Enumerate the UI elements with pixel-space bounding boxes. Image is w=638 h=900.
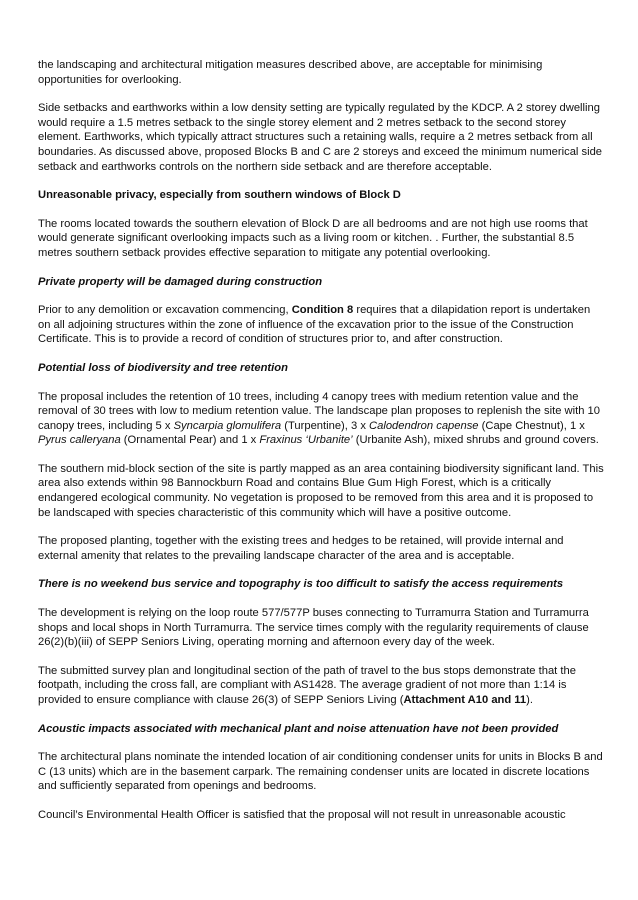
text-run: (Turpentine), 3 x	[281, 419, 370, 432]
document-page	[38, 58, 604, 837]
species-name: Syncarpia glomulifera	[173, 419, 282, 432]
species-name: Pyrus calleryana	[38, 434, 121, 447]
text-run: requires that a dilapidation report is undertaken on all adjoining structures within the zone of influence of the excavation prior to the issue of the Construction Certificate. This is to provide a record of condition of structures prior to, and after construction.	[38, 304, 591, 346]
heading-biodiversity: Potential loss of biodiversity and tree retention	[38, 361, 288, 374]
heading-bus-service: There is no weekend bus service and topography is too difficult to satisfy the access requirements	[38, 578, 564, 591]
text-run: (Cape Chestnut), 1 x	[478, 419, 585, 432]
heading-privacy-block-d: Unreasonable privacy, especially from southern windows of Block D	[38, 189, 401, 202]
paragraph-tree-retention	[38, 390, 604, 448]
heading-acoustic-impacts: Acoustic impacts associated with mechanical plant and noise attenuation have not been provided	[38, 722, 559, 735]
text-run: The submitted survey plan and longitudinal section of the path of travel to the bus stops demonstrate that the footpath, including the cross fall, are compliant with AS1428. The average gradient of not more than 1:14 is provided to ensure compliance with clause 26(3) of SEPP Seniors Living (	[38, 664, 576, 706]
paragraph-footpath-compliance	[38, 664, 604, 708]
paragraph-side-setbacks: Side setbacks and earthworks within a low density setting are typically regulated by the KDCP. A 2 storey dwelling would require a 1.5 metres setback to the single storey element and 2 metres setback to the second storey element. Earthworks, which typically attract structures such a retaining walls, require a 2 metres setback from all boundaries. As discussed above, proposed Blocks B and C are 2 storeys and exceed the minimum numerical side setback and earthworks controls on the northern side setback and are therefore acceptable.	[38, 102, 603, 173]
paragraph-biodiversity-land: The southern mid-block section of the site is partly mapped as an area containing biodiversity significant land. This area also extends within 98 Bannockburn Road and contains Blue Gum High Forest, which is a critically endangered ecological community. No vegetation is proposed to be removed from this area and it is proposed to be landscaped with species characteristic of this community which will have a positive outcome.	[38, 462, 604, 519]
paragraph-bus-route: The development is relying on the loop route 577/577P buses connecting to Turramurra Station and Turramurra shops and local shops in North Turramurra. The service times comply with the regularity requirements of clause 26(2)(b)(iii) of SEPP Seniors Living, operating morning and afternoon every day of the week.	[38, 607, 589, 649]
paragraph-dilapidation	[38, 303, 604, 347]
text-run: (Urbanite Ash), mixed shrubs and ground covers.	[352, 434, 599, 447]
text-run: The proposal includes the retention of 10 trees, including 4 canopy trees with medium retention value and the removal of 30 trees with low to medium retention value. The landscape plan proposes to replenish the site with 10 canopy trees, including 5 x	[38, 390, 600, 432]
heading-property-damage: Private property will be damaged during construction	[38, 275, 323, 288]
text-run: ).	[526, 694, 533, 706]
text-run: (Ornamental Pear) and 1 x	[120, 434, 260, 447]
paragraph-landscaping-conclusion: the landscaping and architectural mitigation measures described above, are acceptable for minimising opportunities for overlooking.	[38, 59, 543, 86]
condition-reference: Condition 8	[291, 304, 354, 317]
paragraph-planting-amenity: The proposed planting, together with the existing trees and hedges to be retained, will provide internal and external amenity that relates to the prevailing landscape character of the area and is acceptable.	[38, 535, 564, 562]
paragraph-environmental-health: Council’s Environmental Health Officer is satisfied that the proposal will not result in unreasonable acoustic	[38, 808, 566, 821]
species-name: Calodendron capense	[369, 419, 479, 432]
text-run: Prior to any demolition or excavation commencing,	[38, 304, 292, 317]
species-name: Fraxinus ‘Urbanite’	[259, 434, 353, 447]
paragraph-privacy-response: The rooms located towards the southern elevation of Block D are all bedrooms and are not high use rooms that would generate significant overlooking impacts such as a living room or kitchen. . Further, the substantial 8.5 metres southern setback provides effective separation to mitigate any potential overlooking.	[38, 217, 588, 259]
paragraph-condenser-units: The architectural plans nominate the intended location of air conditioning condenser units for units in Blocks B and C (13 units) which are in the basement carpark. The remaining condenser units are located in discrete locations and sufficiently separated from openings and bedrooms.	[38, 751, 603, 793]
attachment-reference: Attachment A10 and 11	[403, 694, 527, 706]
